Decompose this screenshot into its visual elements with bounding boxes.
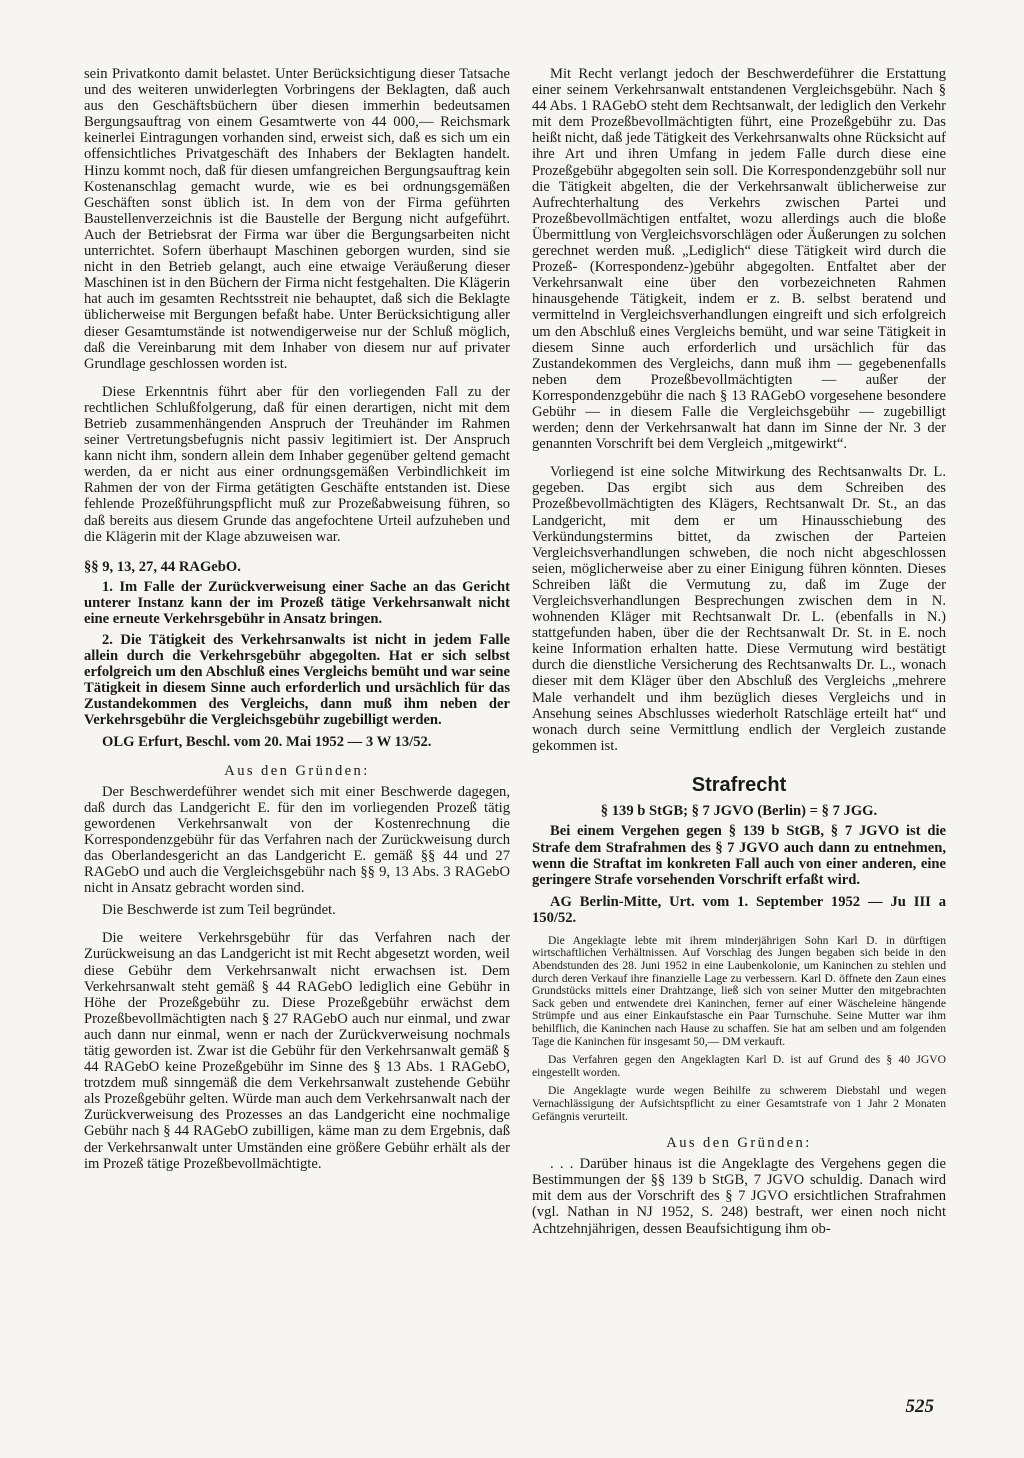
headnote-2: 2. Die Tätigkeit des Verkehrsanwalts ist nicht in jedem Falle allein durch die Verkehrsgebühr abgegolten. Hat er sich selbst erfolgreich um den Abschluß eines Vergleichs bemüht und war seine Tätigkeit in diesem Sinne auch erforderlich und ursächlich für das Zustandekommen des Vergleichs, dann muß ihm neben der Verkehrsgebühr die Vergleichsgebühr zugebilligt werden. bbox=[84, 631, 510, 728]
decision-citation: AG Berlin-Mitte, Urt. vom 1. September 1952 — Ju III a 150/52. bbox=[532, 893, 946, 927]
right-column bbox=[532, 66, 946, 1237]
norm-heading: §§ 9, 13, 27, 44 RAGebO. bbox=[84, 558, 241, 575]
body-paragraph: Diese Erkenntnis führt aber für den vorliegenden Fall zu der rechtlichen Schlußfolgerung, daß für einen derartigen, nicht mit dem Betrieb zusammenhängenden Anspruch der Treuhänder im Rahmen seiner Vertretungsbefugnis nicht passiv legitimiert ist. Der Anspruch kann nicht ihm, sondern allein dem Inhaber gegenüber geltend gemacht werden, da er nicht aus einer ordnungsgemäßen Verbindlichkeit im Rahmen der von der Firma getätigten Geschäfte entstanden ist. Diese fehlende Prozeßführungspflicht muß zur Prozeßabweisung führen, so daß bereits aus diesem Grunde das angefochtene Urteil aufzuheben und die Klägerin mit der Klage abzuweisen war. bbox=[84, 383, 510, 545]
body-paragraph: Mit Recht verlangt jedoch der Beschwerdeführer die Erstattung einer seinem Verkehrsanwalt entstandenen Vergleichsgebühr. Nach § 44 Abs. 1 RAGebO steht dem Rechtsanwalt, der lediglich den Verkehr mit dem Prozeßbevollmächtigten führt, eine Prozeßgebühr zu. Das heißt nicht, daß jede Tätigkeit des Verkehrsanwalts ohne Rücksicht auf ihre Art und ihren Umfang in jedem Falle durch diese eine Prozeßgebühr abgegolten sein soll. Die Korrespondenzgebühr soll nur die Tätigkeit abgelten, die der Verkehrsanwalt üblicherweise zur Aufrechterhaltung des Verkehrs zwischen Partei und Prozeßbevollmächtigen entfaltet, wozu allerdings auch die bloße Übermittlung von Vergleichsvorschlägen oder Äußerungen zu solchen gerechnet werden muß. „Lediglich“ diese Tätigkeit wird durch die Prozeß- (Korrespondenz-)gebühr abgegolten. Entfaltet aber der Verkehrsanwalt eine über den vorbezeichneten Rahmen hinausgehende Tätigkeit, indem er z. B. selbst beratend und vermittelnd in Vergleichsverhandlungen eingreift und sich erfolgreich um den Abschluß eines Vergleichs bemüht, und war seine Tätigkeit in diesem Sinne auch erforderlich und ursächlich für das Zustandekommen des Vergleichs, dann muß ihm — gegebenenfalls neben dem Prozeßbevollmächtigten — außer der Korrespondenzgebühr die nach § 13 RAGebO vorgesehene besondere Gebühr — in diesem Falle die Vergleichsgebühr — zugebilligt werden; denn der Verkehrsanwalt hat dann im Sinne der Nr. 3 der genannten Vorschrift bei dem Vergleich „mitgewirkt“. bbox=[532, 66, 946, 453]
decision-citation: OLG Erfurt, Beschl. vom 20. Mai 1952 — 3 W 13/52. bbox=[102, 734, 432, 751]
reasons-heading: Aus den Gründen: bbox=[224, 762, 370, 779]
headnote-1: 1. Im Falle der Zurückverweisung einer Sache an das Gericht unterer Instanz kann der im Prozeß tätige Verkehrsanwalt nicht eine erneute Verkehrsgebühr in Ansatz bringen. bbox=[84, 579, 510, 628]
section-title: Strafrecht bbox=[691, 773, 787, 796]
facts-paragraph: Die Angeklagte lebte mit ihrem minderjährigen Sohn Karl D. in dürftigen wirtschaftlichen Verhältnissen. Auf Vorschlag des Jungen begaben sich beide in den Abendstunden des 28. Juni 1952 in eine Laubenkolonie, um Kaninchen zu stehlen und durch deren Verkauf ihre finanzielle Lage zu verbessern. Karl D. öffnete den Zaun eines Grundstücks mittels einer Drahtzange, ließ sich von seiner Mutter den mitgebrachten Sack geben und entwendete drei Kaninchen, ferner auf einer Wäscheleine hängende Strümpfe und aus einer Einkaufstasche ein Paar Turnschuhe. Seine Mutter war ihm behilflich, die Kaninchen nach Hause zu schaffen. Sie hat am selben und am folgenden Tage die Kaninchen für insgesamt 50,— DM verkauft. bbox=[532, 933, 946, 1048]
body-paragraph: Vorliegend ist eine solche Mitwirkung des Rechtsanwalts Dr. L. gegeben. Das ergibt sich aus dem Schreiben des Prozeßbevollmächtigten des Klägers, Rechtsanwalt Dr. St., an das Landgericht, mit dem er um Hinausschiebung des Verkündungstermins bittet, da zwischen der Parteien Vergleichsverhandlungen schweben, die noch nicht abgeschlossen seien, möglicherweise aber zu einer Einigung führen könnten. Dieses Schreiben läßt die Vermutung zu, daß im Zuge der Vergleichsverhandlungen Besprechungen zwischen dem in N. wohnenden Kläger mit Rechtsanwalt Dr. L. (ebenfalls in N.) stattgefunden haben, über die der Rechtsanwalt Dr. St. in E. noch keine Information erhalten hatte. Diese Vermutung wird bestätigt durch die dienstliche Versicherung des Rechtsanwalts Dr. L., wonach dieser mit dem Kläger über den Abschluß des Vergleichs „mehrere Male verhandelt und ihm bezüglich dieses Vergleichs und in Ansehung seines Abschlusses wiederholt Ratschläge erteilt hat“ und wonach durch seine Vermittlung endlich der Vergleich zustande gekommen ist. bbox=[532, 464, 946, 754]
facts-paragraph: Die Angeklagte wurde wegen Beihilfe zu schwerem Diebstahl und wegen Vernachlässigung der Aufsichtspflicht zu einer Gesamtstrafe von 1 Jahr 2 Monaten Gefängnis verurteilt. bbox=[532, 1084, 946, 1123]
left-column bbox=[84, 66, 510, 1172]
norm-heading: § 139 b StGB; § 7 JGVO (Berlin) = § 7 JGG. bbox=[600, 802, 878, 819]
facts-paragraph: Das Verfahren gegen den Angeklagten Karl D. ist auf Grund des § 40 JGVO eingestellt worden. bbox=[532, 1053, 946, 1079]
reasons-heading: Aus den Gründen: bbox=[666, 1135, 812, 1152]
body-paragraph: Die Beschwerde ist zum Teil begründet. bbox=[102, 902, 336, 919]
body-paragraph: sein Privatkonto damit belastet. Unter Berücksichtigung dieser Tatsache und des weiteren unwiderlegten Vorbringens der Beklagten, daß auch aus den Geschäftsbüchern über diesen immerhin bedeutsamen Bergungsauftrag von einem Gesamtwerte von 44 000,— Reichsmark keinerlei Eintragungen vorhanden sind, erweist sich, daß es sich um ein offensichtliches Privatgeschäft des Inhabers der Beklagten handelt. Hinzu kommt noch, daß für diesen umfangreichen Bergungsauftrag kein Kostenanschlag gemacht wurde, wie es bei ordnungsgemäßen Geschäften sonst üblich ist. In dem von der Firma geführten Baustellenverzeichnis ist die Baustelle der Bergung nicht aufgeführt. Auch der Betriebsrat der Firma war über die Bergungsarbeiten nicht unterrichtet. Sofern überhaupt Maschinen geborgen wurden, sind sie nicht in den Betrieb gelangt, auch eine etwaige Veräußerung dieser Maschinen ist in den Büchern der Firma nicht festgehalten. Die Klägerin hat auch im gesamten Rechtsstreit nie behauptet, daß sich die Beklagte üblicherweise mit Bergungen befaßt habe. Unter Berücksichtigung aller dieser Gesamtumstände ist notwendigerweise nur der Schluß möglich, daß die Vereinbarung mit dem Inhaber von diesem nur auf privater Grundlage geschlossen worden ist. bbox=[84, 66, 510, 372]
headnote: Bei einem Vergehen gegen § 139 b StGB, § 7 JGVO ist die Strafe dem Strafrahmen des § 7 JGVO auch dann zu entnehmen, wenn die Straftat im konkreten Fall auch von einer anderen, eine geringere Strafe vorsehenden Vorschrift erfaßt wird. bbox=[532, 823, 946, 888]
body-paragraph: . . . Darüber hinaus ist die Angeklagte des Vergehens gegen die Bestimmungen der §§ 139 b StGB, 7 JGVO schuldig. Danach wird mit dem aus der Vorschrift des § 7 JGVO ersichtlichen Strafrahmen (vgl. Nathan in NJ 1952, S. 248) bestraft, wer einen noch nicht Achtzehnjährigen, dessen Beaufsichtigung ihm ob- bbox=[532, 1156, 946, 1237]
page-number: 525 bbox=[905, 1396, 934, 1417]
body-paragraph: Die weitere Verkehrsgebühr für das Verfahren nach der Zurückweisung an das Landgericht ist mit Recht abgesetzt worden, weil diese Gebühr dem Verkehrsanwalt nicht erwachsen ist. Dem Verkehrsanwalt steht gemäß § 44 RAGebO lediglich eine Gebühr in Höhe der Prozeßgebühr zu. Diese Prozeßgebühr erwächst dem Prozeßbevollmächtigten nach § 27 RAGebO auch nur einmal, und zwar auch dann nur einmal, wenn er nach der Zurückverweisung nochmals tätig geworden ist. Zwar ist die Gebühr für den Verkehrsanwalt gemäß § 44 RAGebO keine Prozeßgebühr im Sinne des § 13 Abs. 1 RAGebO, trotzdem muß sinngemäß die dem Verkehrsanwalt zustehende Gebühr als Prozeßgebühr gelten. Würde man auch dem Verkehrsanwalt nach der Zurückverweisung des Prozesses an das Landgericht eine nochmalige Gebühr nach § 44 RAGebO zubilligen, käme man zu dem Ergebnis, daß der Verkehrsanwalt unter Umständen eine größere Gebühr erhält als der im Prozeß tätige Prozeßbevollmächtigte. bbox=[84, 930, 510, 1172]
body-paragraph: Der Beschwerdeführer wendet sich mit einer Beschwerde dagegen, daß durch das Landgericht E. für den im vorliegenden Prozeß tätig gewordenen Verkehrsanwalt von der Kostenrechnung die Korrespondenzgebühr für das Verfahren nach der Zurückweisung durch das Oberlandesgericht an das Landgericht E. gemäß §§ 44 und 27 RAGebO und auch die Vergleichsgebühr nach §§ 9, 13 Abs. 3 RAGebO nicht in Ansatz gebracht worden sind. bbox=[84, 783, 510, 897]
